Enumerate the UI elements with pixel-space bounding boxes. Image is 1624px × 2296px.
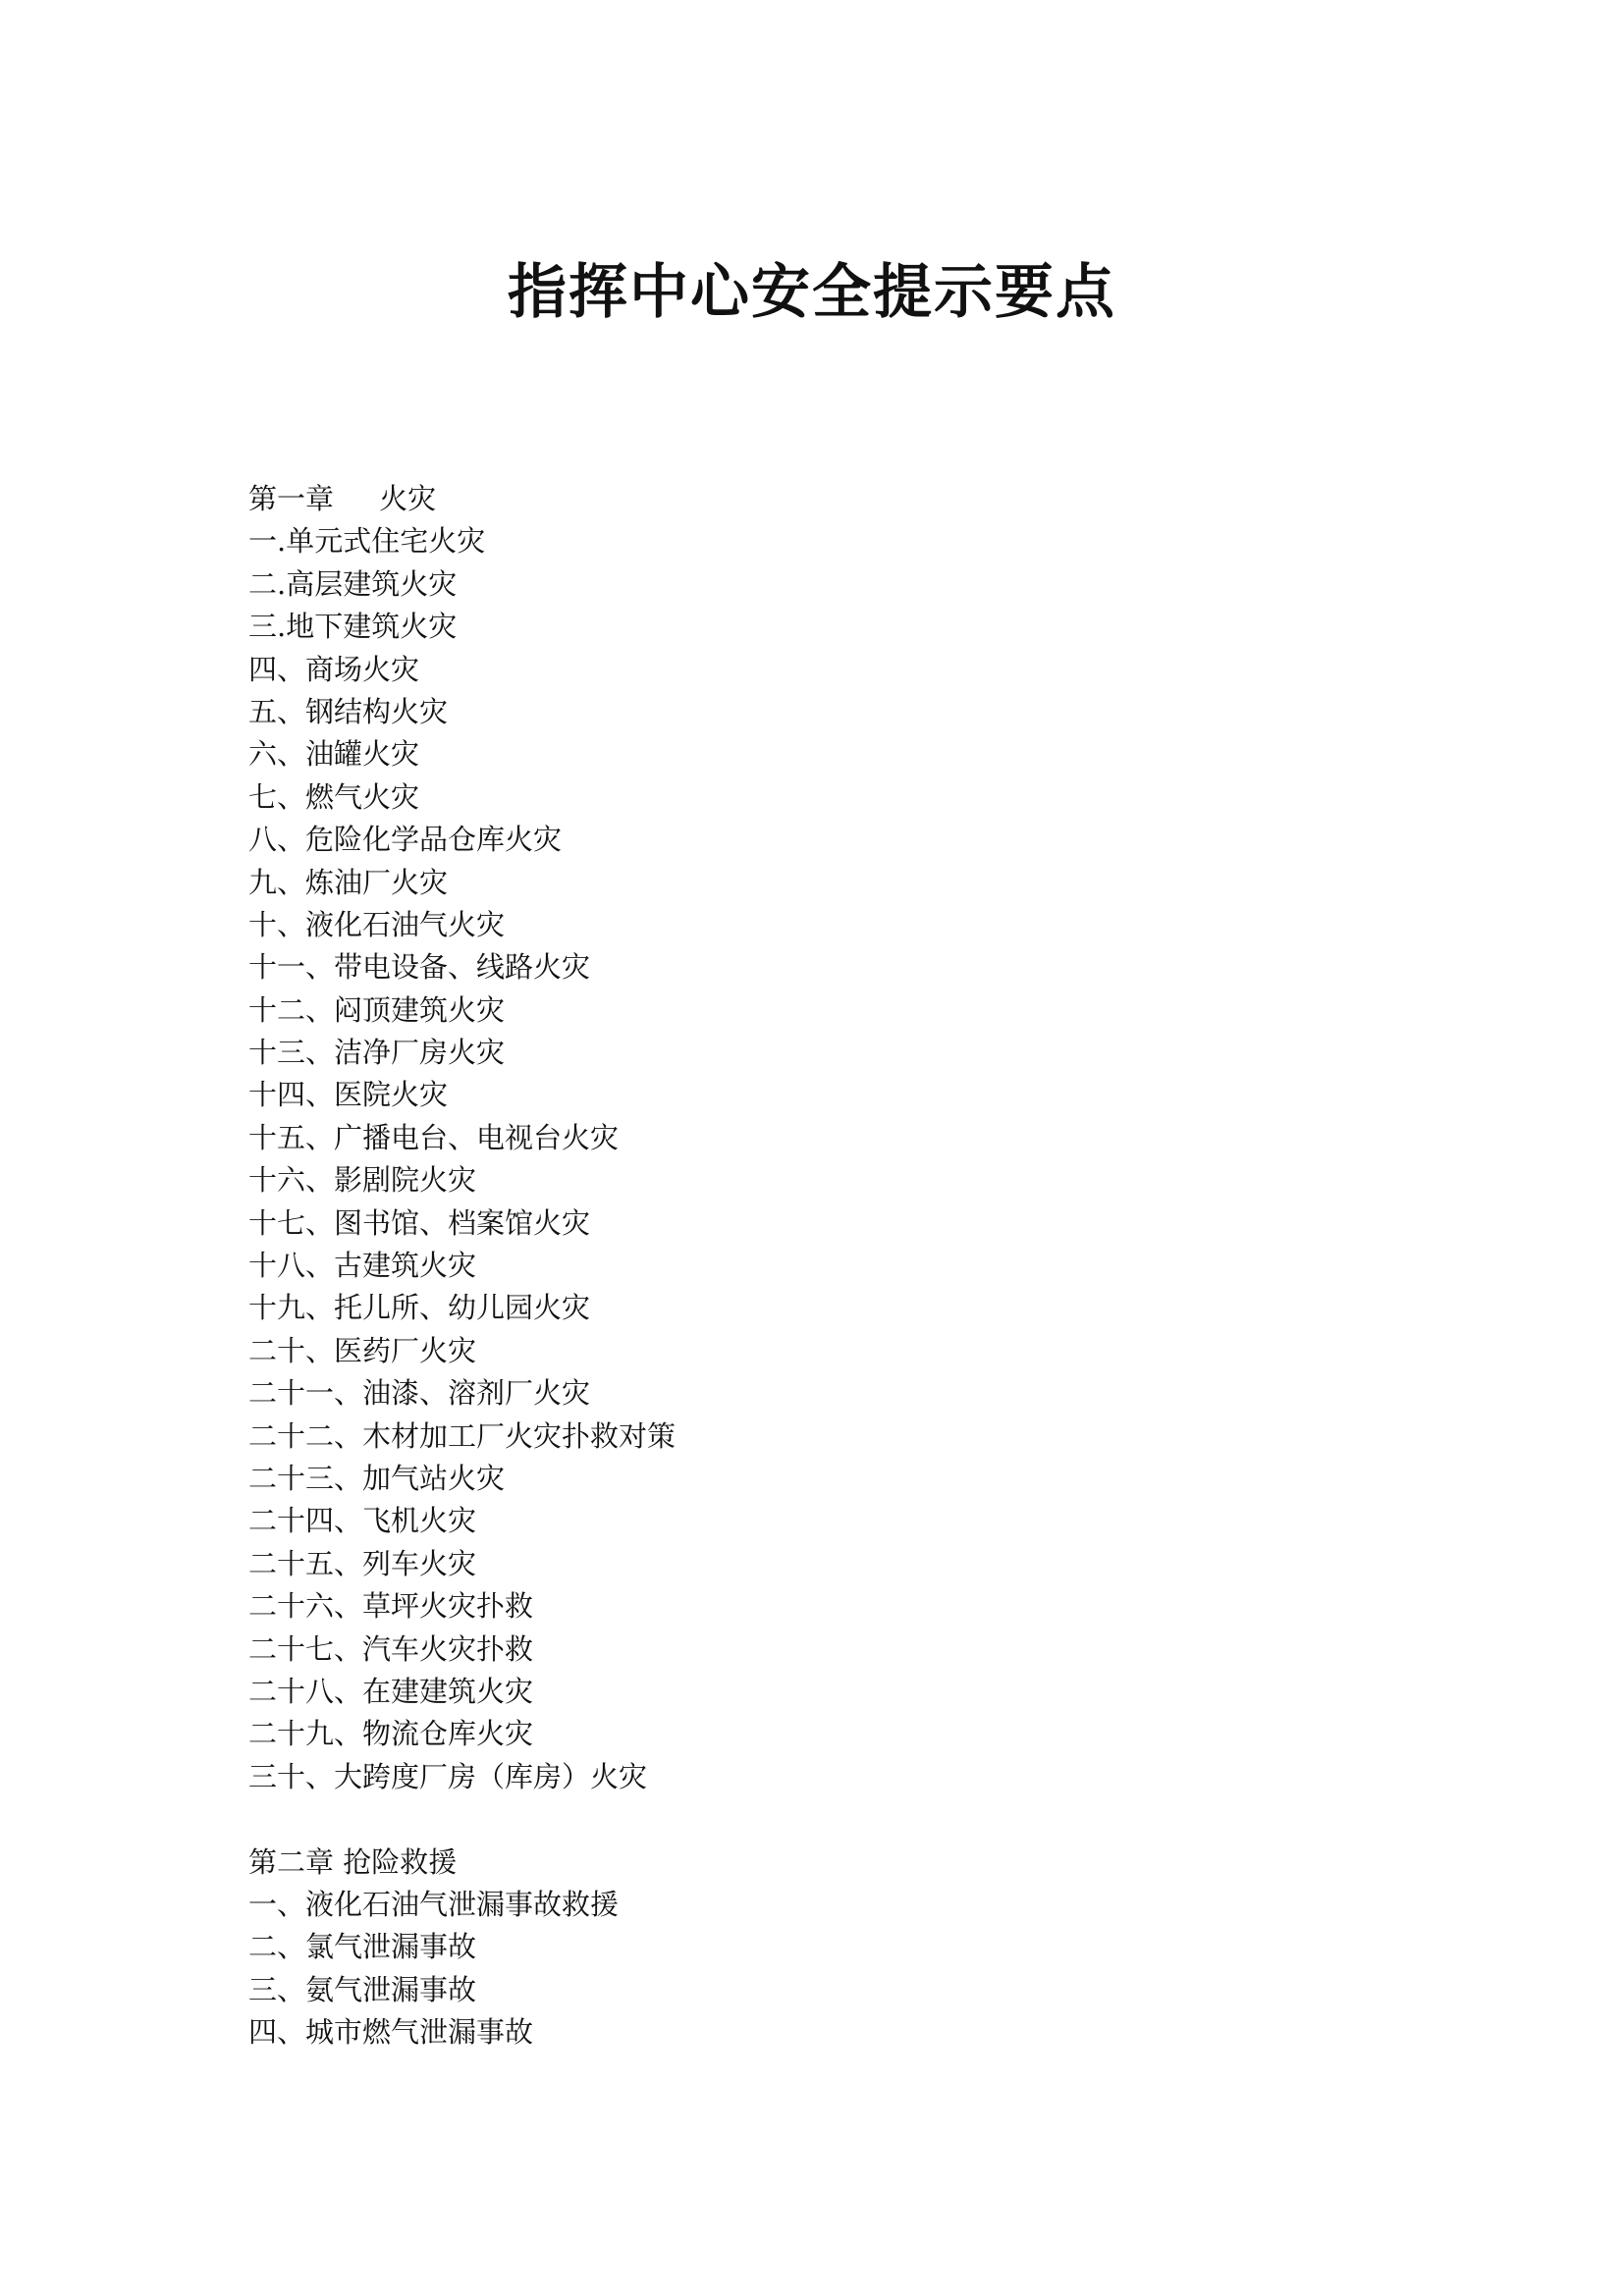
list-item: 十六、影剧院火灾 — [248, 1163, 477, 1198]
list-item: 二十二、木材加工厂火灾扑救对策 — [248, 1418, 677, 1453]
list-item: 三十、大跨度厂房（库房）火灾 — [248, 1759, 648, 1793]
list-item: 二十三、加气站火灾 — [248, 1461, 506, 1495]
list-item: 二十八、在建建筑火灾 — [248, 1674, 534, 1708]
list-item: 二十五、列车火灾 — [248, 1546, 477, 1580]
list-item: 三.地下建筑火灾 — [248, 610, 458, 644]
list-item: 六、油罐火灾 — [248, 737, 420, 772]
list-item: 九、炼油厂火灾 — [248, 865, 449, 899]
list-item: 十七、图书馆、档案馆火灾 — [248, 1205, 591, 1240]
list-item: 十五、广播电台、电视台火灾 — [248, 1120, 620, 1154]
list-item: 一.单元式住宅火灾 — [248, 524, 486, 559]
chapter-heading: 第一章 火灾 — [248, 482, 437, 515]
list-item: 四、城市燃气泄漏事故 — [248, 2015, 534, 2050]
list-item: 三、氨气泄漏事故 — [248, 1972, 477, 2006]
list-item: 二十六、草坪火灾扑救 — [248, 1589, 534, 1624]
list-item: 十八、古建筑火灾 — [248, 1249, 477, 1283]
chapter-heading: 第二章 抢险救援 — [248, 1844, 458, 1879]
list-item: 十四、医院火灾 — [248, 1078, 449, 1112]
list-item: 二十九、物流仓库火灾 — [248, 1717, 534, 1751]
list-item: 十、液化石油气火灾 — [248, 907, 506, 941]
list-item: 十一、带电设备、线路火灾 — [248, 950, 591, 985]
list-item: 四、商场火灾 — [248, 652, 420, 686]
list-item: 十三、洁净厂房火灾 — [248, 1036, 506, 1070]
list-item: 二十七、汽车火灾扑救 — [248, 1631, 534, 1666]
list-item: 十二、闷顶建筑火灾 — [248, 992, 506, 1027]
chapter-spacer — [248, 1798, 1427, 1841]
list-item: 二.高层建筑火灾 — [248, 566, 458, 601]
table-of-contents — [248, 478, 1427, 2054]
list-item: 八、危险化学品仓库火灾 — [248, 823, 563, 857]
list-item: 二十一、油漆、溶剂厂火灾 — [248, 1376, 591, 1411]
document-title: 指挥中心安全提示要点 — [508, 258, 1116, 327]
list-item: 二十、医药厂火灾 — [248, 1333, 477, 1367]
list-item: 一、液化石油气泄漏事故救援 — [248, 1887, 620, 1921]
list-item: 二、氯气泄漏事故 — [248, 1930, 477, 1964]
list-item: 二十四、飞机火灾 — [248, 1504, 477, 1538]
list-item: 十九、托儿所、幼儿园火灾 — [248, 1291, 591, 1325]
list-item: 七、燃气火灾 — [248, 779, 420, 814]
list-item: 五、钢结构火灾 — [248, 694, 449, 728]
